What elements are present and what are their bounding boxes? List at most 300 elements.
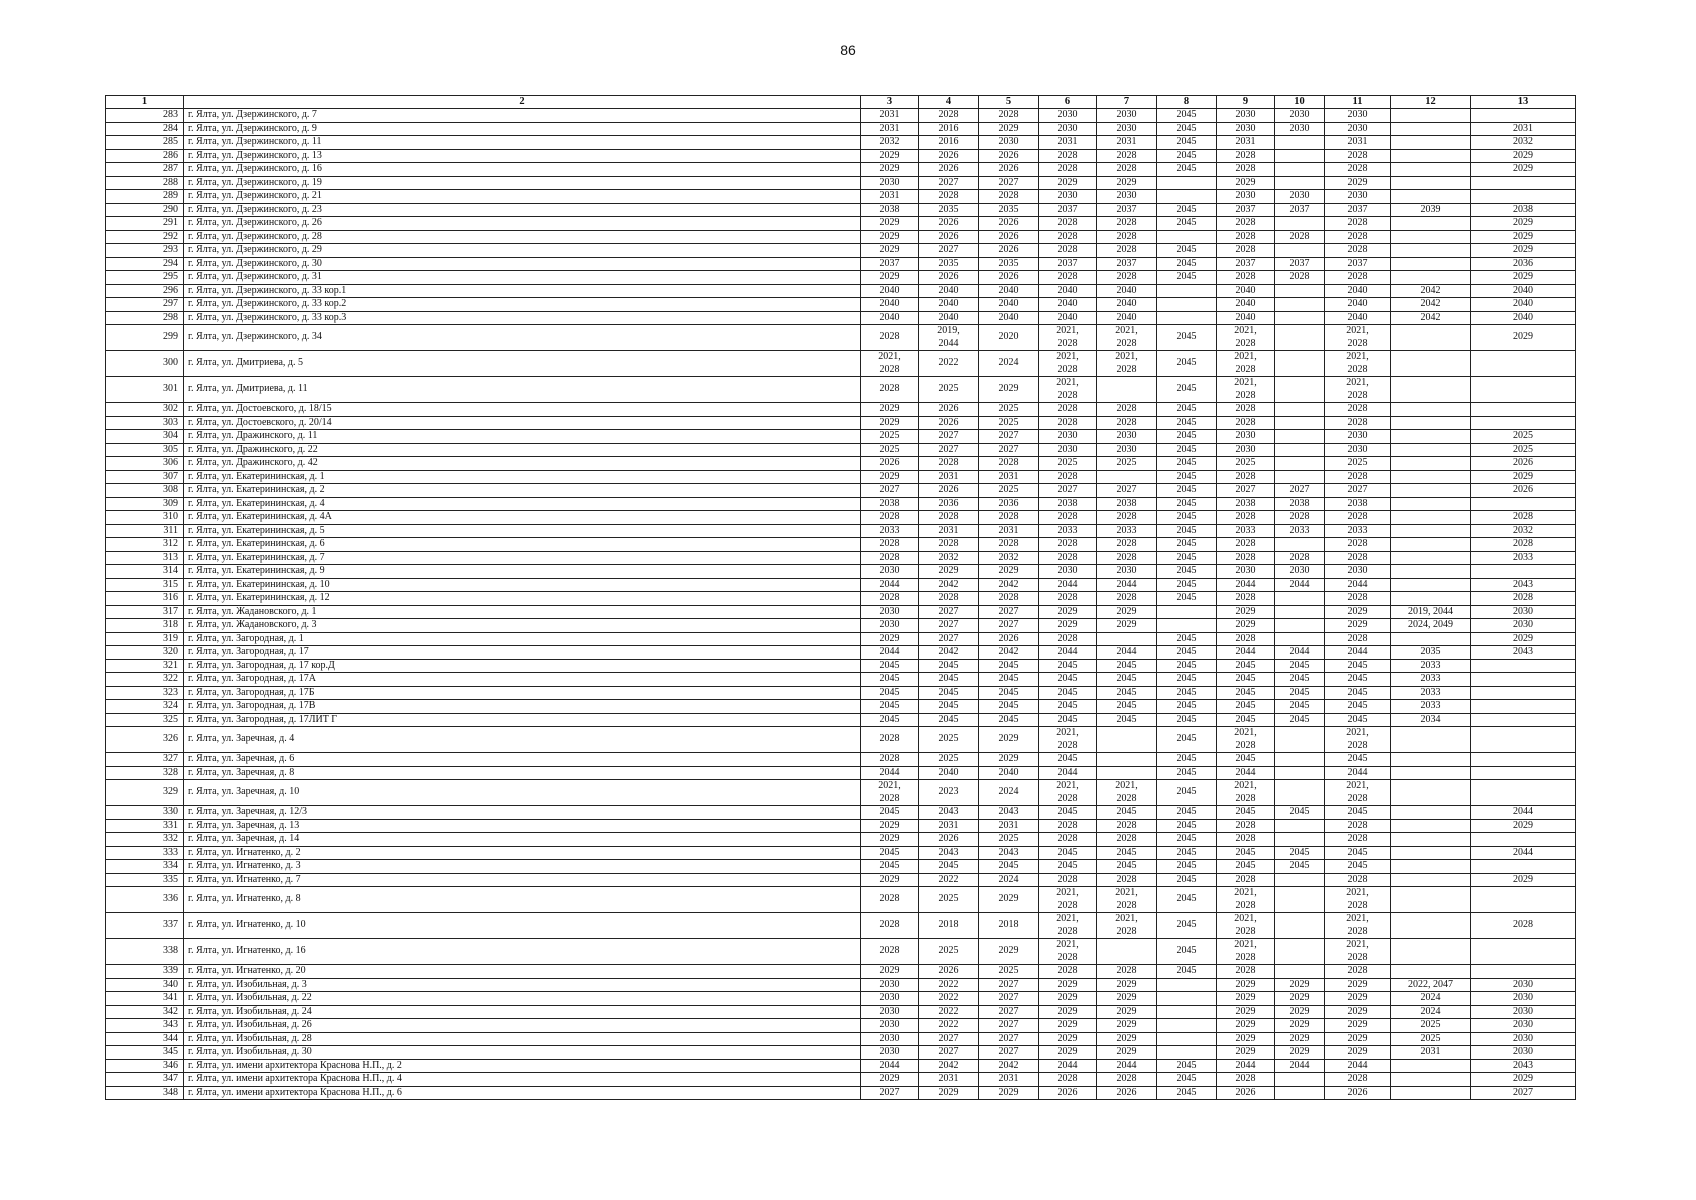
year-cell (1275, 430, 1325, 444)
year-cell (1275, 377, 1325, 403)
year-cell: 2028 (1217, 149, 1275, 163)
table-body (106, 96, 1576, 1100)
column-header: 13 (1471, 96, 1576, 109)
year-cell: 2029 (1325, 978, 1391, 992)
year-cell: 2045 (1039, 713, 1097, 727)
year-cell: 2045 (1157, 673, 1217, 687)
year-cell: 2028 (1325, 833, 1391, 847)
year-cell: 2029 (979, 1086, 1039, 1100)
year-cell: 2040 (1039, 311, 1097, 325)
year-cell: 2026 (979, 163, 1039, 177)
year-cell: 2029 (861, 163, 919, 177)
year-cell: 2030 (861, 1032, 919, 1046)
year-cell: 2021, 2028 (1217, 377, 1275, 403)
year-cell: 2029 (1039, 176, 1097, 190)
year-cell: 2029 (1471, 271, 1576, 285)
year-cell (1391, 833, 1471, 847)
year-cell: 2027 (919, 443, 979, 457)
column-header: 3 (861, 96, 919, 109)
year-cell (1275, 1086, 1325, 1100)
year-cell: 2032 (861, 136, 919, 150)
year-cell: 2045 (1217, 673, 1275, 687)
year-cell: 2028 (1217, 632, 1275, 646)
year-cell (1275, 457, 1325, 471)
year-cell: 2045 (861, 659, 919, 673)
year-cell: 2029 (861, 873, 919, 887)
address-cell: г. Ялта, ул. Заречная, д. 8 (184, 766, 861, 780)
year-cell: 2028 (1097, 511, 1157, 525)
year-cell: 2035 (979, 203, 1039, 217)
row-number-cell: 296 (106, 284, 184, 298)
year-cell (1157, 311, 1217, 325)
year-cell: 2028 (1039, 149, 1097, 163)
address-cell: г. Ялта, ул. Екатерининская, д. 4 (184, 497, 861, 511)
year-cell: 2018 (919, 913, 979, 939)
row-number-cell: 316 (106, 592, 184, 606)
year-cell: 2030 (861, 565, 919, 579)
year-cell: 2045 (1157, 806, 1217, 820)
address-cell: г. Ялта, ул. Изобильная, д. 26 (184, 1019, 861, 1033)
year-cell: 2029 (1471, 873, 1576, 887)
year-cell: 2028 (1325, 592, 1391, 606)
year-cell: 2042 (919, 1059, 979, 1073)
year-cell: 2029 (979, 727, 1039, 753)
year-cell: 2028 (1325, 163, 1391, 177)
year-cell: 2030 (1471, 1046, 1576, 1060)
year-cell: 2025 (1471, 443, 1576, 457)
table-row (106, 1032, 1576, 1046)
year-cell (1275, 416, 1325, 430)
year-cell: 2021, 2028 (1097, 351, 1157, 377)
table-row (106, 511, 1576, 525)
year-cell: 2028 (861, 511, 919, 525)
year-cell: 2029 (861, 965, 919, 979)
year-cell: 2030 (1039, 122, 1097, 136)
year-cell (1391, 443, 1471, 457)
year-cell: 2030 (1471, 1032, 1576, 1046)
year-cell (1391, 846, 1471, 860)
year-cell (1097, 727, 1157, 753)
year-cell: 2029 (1471, 1073, 1576, 1087)
row-number-cell: 311 (106, 524, 184, 538)
year-cell (1391, 136, 1471, 150)
year-cell: 2029 (1039, 992, 1097, 1006)
year-cell: 2028 (1039, 538, 1097, 552)
year-cell: 2044 (861, 766, 919, 780)
year-cell: 2045 (1217, 753, 1275, 767)
year-cell: 2044 (1217, 578, 1275, 592)
year-cell (1275, 403, 1325, 417)
year-cell: 2030 (1325, 565, 1391, 579)
year-cell: 2028 (919, 190, 979, 204)
year-cell: 2026 (1471, 457, 1576, 471)
year-cell: 2045 (861, 846, 919, 860)
table-row (106, 673, 1576, 687)
year-cell (1157, 298, 1217, 312)
year-cell: 2038 (861, 497, 919, 511)
year-cell: 2026 (1039, 1086, 1097, 1100)
address-cell: г. Ялта, ул. Заречная, д. 13 (184, 819, 861, 833)
year-cell: 2029 (1325, 1032, 1391, 1046)
year-cell: 2030 (1325, 430, 1391, 444)
year-cell (1391, 190, 1471, 204)
year-cell: 2045 (979, 686, 1039, 700)
year-cell: 2029 (1275, 992, 1325, 1006)
year-cell: 2030 (1275, 190, 1325, 204)
year-cell (1097, 753, 1157, 767)
year-cell (1391, 109, 1471, 123)
year-cell: 2029 (1217, 1019, 1275, 1033)
year-cell: 2028 (1097, 230, 1157, 244)
year-cell: 2029 (1039, 978, 1097, 992)
year-cell: 2045 (919, 713, 979, 727)
year-cell: 2028 (1471, 592, 1576, 606)
row-number-cell: 344 (106, 1032, 184, 1046)
year-cell: 2036 (979, 497, 1039, 511)
year-cell: 2022, 2047 (1391, 978, 1471, 992)
year-cell: 2029 (979, 887, 1039, 913)
year-cell: 2030 (1325, 122, 1391, 136)
year-cell: 2045 (1157, 377, 1217, 403)
year-cell: 2030 (979, 136, 1039, 150)
year-cell (1471, 686, 1576, 700)
year-cell (1471, 565, 1576, 579)
year-cell (1275, 149, 1325, 163)
row-number-cell: 322 (106, 673, 184, 687)
column-header: 6 (1039, 96, 1097, 109)
year-cell: 2040 (1471, 284, 1576, 298)
year-cell: 2025 (979, 484, 1039, 498)
year-cell: 2033 (1217, 524, 1275, 538)
year-cell (1471, 176, 1576, 190)
year-cell: 2028 (1217, 163, 1275, 177)
year-cell: 2028 (1039, 632, 1097, 646)
year-cell: 2028 (1275, 230, 1325, 244)
year-cell: 2028 (919, 592, 979, 606)
year-cell: 2040 (861, 311, 919, 325)
row-number-cell: 287 (106, 163, 184, 177)
year-cell: 2045 (1157, 578, 1217, 592)
year-cell: 2044 (1039, 646, 1097, 660)
year-cell: 2030 (861, 1046, 919, 1060)
year-cell: 2038 (1275, 497, 1325, 511)
year-cell: 2045 (979, 700, 1039, 714)
year-cell: 2028 (1325, 470, 1391, 484)
address-cell: г. Ялта, ул. Дзержинского, д. 19 (184, 176, 861, 190)
year-cell: 2028 (1039, 217, 1097, 231)
year-cell: 2028 (1217, 244, 1275, 258)
schedule-table (105, 95, 1576, 1100)
year-cell: 2025 (979, 403, 1039, 417)
year-cell (1275, 913, 1325, 939)
year-cell: 2026 (919, 416, 979, 430)
year-cell: 2043 (1471, 578, 1576, 592)
year-cell: 2028 (1097, 551, 1157, 565)
year-cell: 2045 (1275, 713, 1325, 727)
table-row (106, 806, 1576, 820)
row-number-cell: 323 (106, 686, 184, 700)
year-cell (1391, 470, 1471, 484)
year-cell: 2026 (919, 271, 979, 285)
year-cell: 2045 (1325, 713, 1391, 727)
year-cell (1471, 727, 1576, 753)
year-cell: 2030 (1325, 190, 1391, 204)
year-cell: 2038 (1471, 203, 1576, 217)
row-number-cell: 285 (106, 136, 184, 150)
year-cell (1275, 819, 1325, 833)
year-cell: 2045 (1325, 753, 1391, 767)
year-cell: 2021, 2028 (1097, 887, 1157, 913)
year-cell: 2025 (861, 430, 919, 444)
year-cell: 2029 (1217, 992, 1275, 1006)
year-cell: 2016 (919, 136, 979, 150)
year-cell (1391, 860, 1471, 874)
row-number-cell: 345 (106, 1046, 184, 1060)
year-cell: 2030 (1039, 565, 1097, 579)
year-cell (1157, 230, 1217, 244)
row-number-cell: 292 (106, 230, 184, 244)
table-row (106, 1046, 1576, 1060)
address-cell: г. Ялта, ул. Игнатенко, д. 16 (184, 939, 861, 965)
table-row (106, 686, 1576, 700)
year-cell: 2039 (1391, 203, 1471, 217)
year-cell: 2028 (1325, 551, 1391, 565)
year-cell: 2045 (1217, 846, 1275, 860)
year-cell (1471, 780, 1576, 806)
year-cell (1275, 605, 1325, 619)
table-row (106, 230, 1576, 244)
year-cell: 2045 (1097, 700, 1157, 714)
year-cell: 2026 (1325, 1086, 1391, 1100)
address-cell: г. Ялта, ул. Дзержинского, д. 13 (184, 149, 861, 163)
year-cell: 2028 (1217, 551, 1275, 565)
year-cell: 2028 (1217, 217, 1275, 231)
year-cell (1391, 913, 1471, 939)
row-number-cell: 299 (106, 325, 184, 351)
year-cell: 2031 (979, 524, 1039, 538)
year-cell (1391, 766, 1471, 780)
year-cell: 2028 (1097, 819, 1157, 833)
address-cell: г. Ялта, ул. Дзержинского, д. 9 (184, 122, 861, 136)
year-cell: 2026 (979, 149, 1039, 163)
year-cell: 2031 (919, 1073, 979, 1087)
year-cell: 2045 (1157, 887, 1217, 913)
table-row (106, 565, 1576, 579)
year-cell: 2028 (919, 538, 979, 552)
year-cell: 2037 (1275, 257, 1325, 271)
year-cell: 2021, 2028 (1039, 351, 1097, 377)
address-cell: г. Ялта, ул. Изобильная, д. 22 (184, 992, 861, 1006)
year-cell: 2028 (1217, 230, 1275, 244)
year-cell: 2027 (919, 1046, 979, 1060)
year-cell: 2045 (979, 673, 1039, 687)
year-cell: 2028 (861, 753, 919, 767)
address-cell: г. Ялта, ул. Екатерининская, д. 1 (184, 470, 861, 484)
year-cell (1391, 538, 1471, 552)
address-cell: г. Ялта, ул. Заречная, д. 6 (184, 753, 861, 767)
year-cell: 2044 (1275, 646, 1325, 660)
year-cell: 2027 (919, 605, 979, 619)
year-cell: 2028 (1097, 416, 1157, 430)
year-cell (1391, 939, 1471, 965)
year-cell: 2029 (1325, 176, 1391, 190)
year-cell: 2021, 2028 (1217, 780, 1275, 806)
year-cell: 2044 (1039, 1059, 1097, 1073)
year-cell (1471, 190, 1576, 204)
table-row (106, 632, 1576, 646)
year-cell: 2029 (861, 217, 919, 231)
year-cell: 2044 (861, 646, 919, 660)
year-cell: 2033 (1391, 673, 1471, 687)
year-cell: 2030 (1097, 443, 1157, 457)
year-cell (1275, 176, 1325, 190)
year-cell (1471, 887, 1576, 913)
year-cell: 2028 (861, 727, 919, 753)
year-cell: 2028 (1275, 511, 1325, 525)
year-cell: 2031 (1325, 136, 1391, 150)
row-number-cell: 318 (106, 619, 184, 633)
year-cell: 2028 (979, 511, 1039, 525)
year-cell: 2029 (1325, 1019, 1391, 1033)
address-cell: г. Ялта, ул. Игнатенко, д. 7 (184, 873, 861, 887)
year-cell: 2045 (1325, 846, 1391, 860)
year-cell (1391, 578, 1471, 592)
year-cell (1157, 992, 1217, 1006)
year-cell: 2028 (861, 939, 919, 965)
year-cell (1097, 377, 1157, 403)
year-cell: 2030 (1217, 430, 1275, 444)
year-cell: 2029 (1217, 978, 1275, 992)
year-cell: 2040 (919, 311, 979, 325)
year-cell: 2025 (1217, 457, 1275, 471)
year-cell: 2045 (1157, 351, 1217, 377)
year-cell: 2040 (861, 298, 919, 312)
row-number-cell: 337 (106, 913, 184, 939)
year-cell: 2044 (1325, 766, 1391, 780)
year-cell: 2021, 2028 (1039, 727, 1097, 753)
year-cell: 2026 (1471, 484, 1576, 498)
year-cell: 2029 (1471, 163, 1576, 177)
year-cell: 2029 (1097, 619, 1157, 633)
table-row (106, 766, 1576, 780)
year-cell (1471, 403, 1576, 417)
year-cell: 2031 (979, 1073, 1039, 1087)
year-cell: 2028 (1039, 511, 1097, 525)
year-cell: 2028 (1217, 470, 1275, 484)
year-cell: 2029 (1097, 1005, 1157, 1019)
year-cell: 2028 (1039, 163, 1097, 177)
address-cell: г. Ялта, ул. Игнатенко, д. 20 (184, 965, 861, 979)
row-number-cell: 283 (106, 109, 184, 123)
year-cell: 2022 (919, 978, 979, 992)
year-cell: 2028 (1097, 965, 1157, 979)
address-cell: г. Ялта, ул. Дзержинского, д. 34 (184, 325, 861, 351)
year-cell: 2045 (1039, 860, 1097, 874)
year-cell: 2045 (1217, 713, 1275, 727)
year-cell: 2030 (1217, 122, 1275, 136)
year-cell: 2045 (1157, 403, 1217, 417)
row-number-cell: 328 (106, 766, 184, 780)
table-row (106, 109, 1576, 123)
year-cell (1391, 727, 1471, 753)
year-cell: 2044 (1325, 1059, 1391, 1073)
year-cell: 2025 (1471, 430, 1576, 444)
year-cell: 2027 (1039, 484, 1097, 498)
year-cell: 2024 (1391, 992, 1471, 1006)
year-cell: 2045 (1157, 727, 1217, 753)
year-cell: 2026 (979, 217, 1039, 231)
year-cell (1275, 298, 1325, 312)
address-cell: г. Ялта, ул. Изобильная, д. 24 (184, 1005, 861, 1019)
table-row (106, 416, 1576, 430)
year-cell: 2045 (1157, 766, 1217, 780)
address-cell: г. Ялта, ул. Екатерининская, д. 2 (184, 484, 861, 498)
year-cell: 2030 (861, 992, 919, 1006)
address-cell: г. Ялта, ул. Загородная, д. 17ЛИТ Г (184, 713, 861, 727)
year-cell: 2033 (861, 524, 919, 538)
year-cell: 2037 (1097, 257, 1157, 271)
year-cell: 2029 (1097, 1019, 1157, 1033)
year-cell: 2026 (919, 965, 979, 979)
year-cell (1157, 190, 1217, 204)
year-cell: 2029 (1471, 230, 1576, 244)
year-cell: 2045 (1325, 700, 1391, 714)
year-cell: 2027 (1097, 484, 1157, 498)
year-cell: 2024, 2049 (1391, 619, 1471, 633)
year-cell: 2045 (1157, 1073, 1217, 1087)
year-cell: 2028 (1217, 538, 1275, 552)
column-header: 8 (1157, 96, 1217, 109)
table-row (106, 605, 1576, 619)
year-cell (1275, 632, 1325, 646)
year-cell: 2029 (861, 271, 919, 285)
year-cell: 2043 (919, 806, 979, 820)
year-cell: 2029 (861, 244, 919, 258)
year-cell: 2045 (1275, 846, 1325, 860)
year-cell: 2028 (1275, 551, 1325, 565)
table-row (106, 257, 1576, 271)
table-row (106, 646, 1576, 660)
year-cell: 2033 (1275, 524, 1325, 538)
address-cell: г. Ялта, ул. Достоевского, д. 20/14 (184, 416, 861, 430)
column-header: 4 (919, 96, 979, 109)
year-cell: 2045 (1157, 538, 1217, 552)
year-cell: 2021, 2028 (1097, 325, 1157, 351)
year-cell: 2037 (1097, 203, 1157, 217)
year-cell: 2045 (1157, 511, 1217, 525)
year-cell: 2031 (919, 470, 979, 484)
year-cell: 2027 (979, 430, 1039, 444)
table-row (106, 149, 1576, 163)
year-cell: 2045 (1157, 713, 1217, 727)
address-cell: г. Ялта, ул. Игнатенко, д. 2 (184, 846, 861, 860)
year-cell: 2044 (1097, 578, 1157, 592)
table-row (106, 217, 1576, 231)
year-cell: 2045 (1039, 753, 1097, 767)
year-cell: 2026 (919, 149, 979, 163)
year-cell: 2040 (861, 284, 919, 298)
address-cell: г. Ялта, ул. Загородная, д. 17 (184, 646, 861, 660)
year-cell: 2028 (1039, 230, 1097, 244)
year-cell: 2028 (1097, 244, 1157, 258)
year-cell (1275, 965, 1325, 979)
year-cell: 2029 (1275, 1005, 1325, 1019)
year-cell: 2031 (861, 109, 919, 123)
year-cell: 2040 (979, 284, 1039, 298)
year-cell: 2045 (1275, 700, 1325, 714)
year-cell: 2029 (1217, 605, 1275, 619)
year-cell: 2028 (1325, 217, 1391, 231)
